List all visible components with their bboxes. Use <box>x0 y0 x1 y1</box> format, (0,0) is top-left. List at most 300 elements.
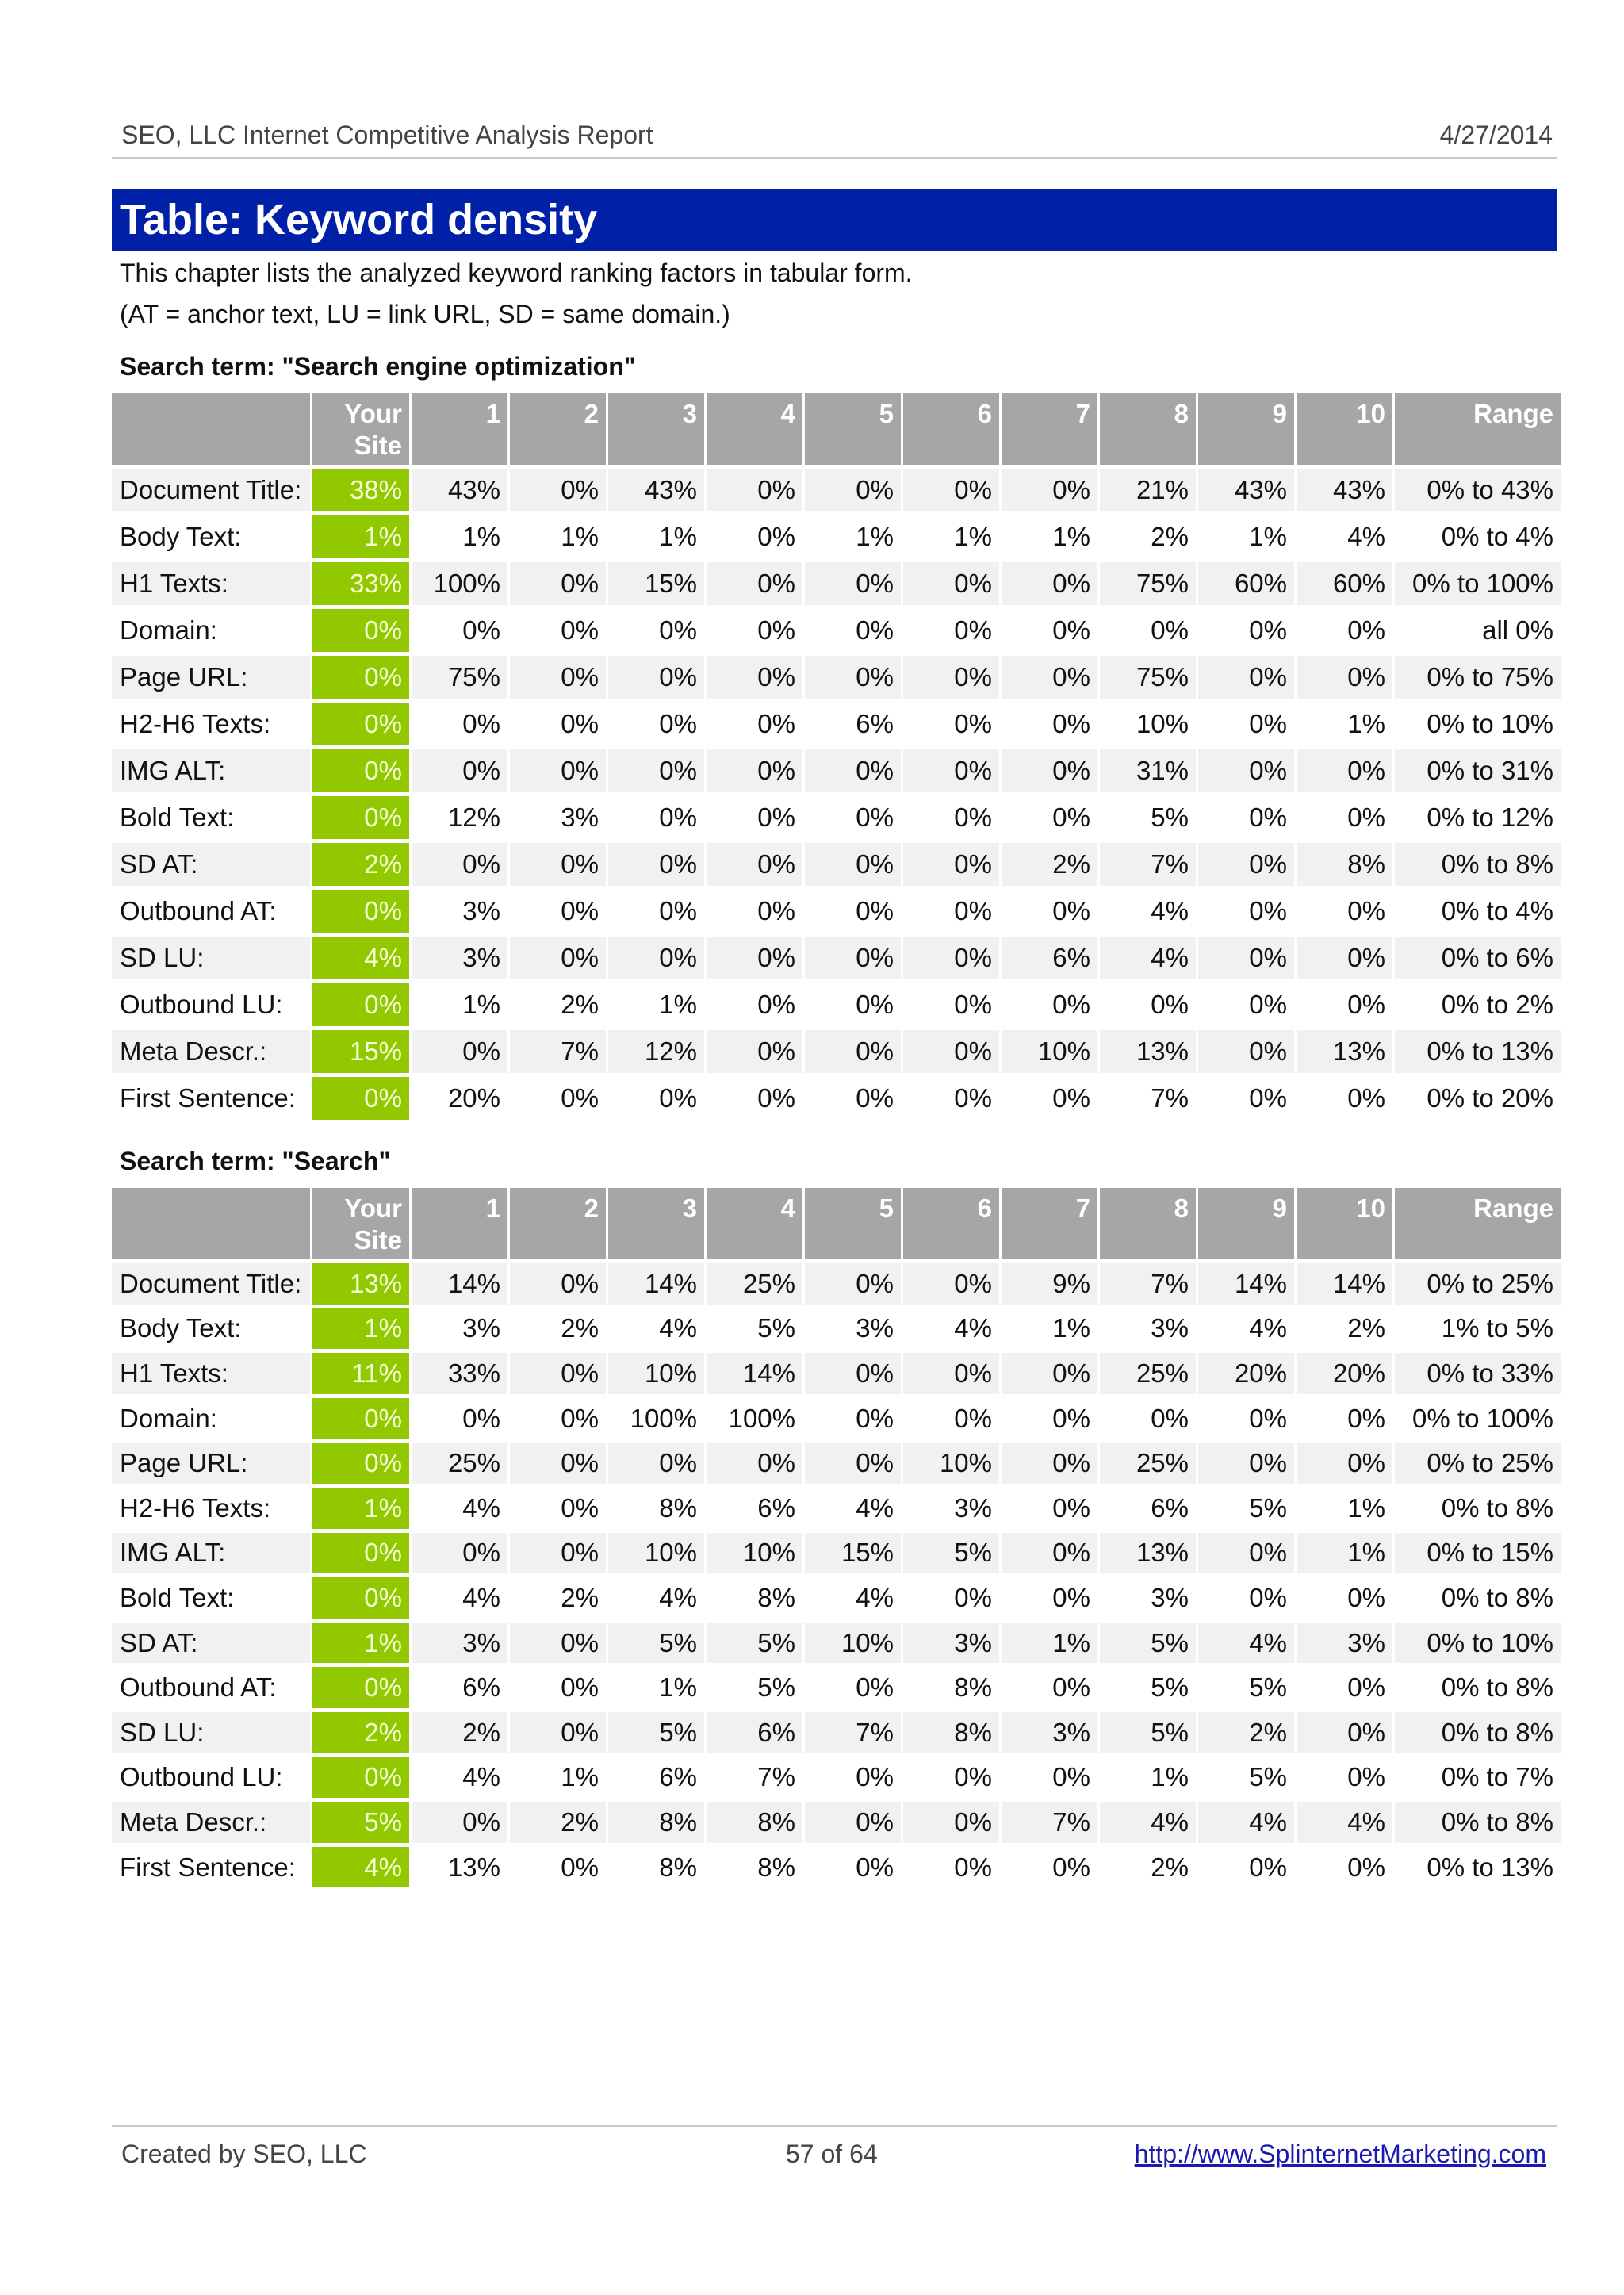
competitor-value: 0% <box>510 699 608 745</box>
competitor-value: 25% <box>1100 1349 1198 1394</box>
competitor-value: 0% <box>805 1026 903 1073</box>
table-row <box>112 1394 1561 1439</box>
competitor-value: 3% <box>412 886 510 933</box>
competitor-value: 0% <box>510 1708 608 1753</box>
competitor-value: 0% <box>1002 699 1100 745</box>
competitor-value: 21% <box>1100 465 1198 511</box>
competitor-value: 13% <box>1100 1529 1198 1574</box>
page-header <box>112 117 1557 159</box>
competitor-value: 0% <box>1002 1843 1100 1888</box>
competitor-value: 0% <box>903 792 1002 839</box>
competitor-value: 0% <box>1002 979 1100 1026</box>
competitor-value: 3% <box>1002 1708 1100 1753</box>
competitor-value: 0% <box>1198 1843 1297 1888</box>
competitor-value: 60% <box>1198 558 1297 605</box>
range-value: 0% to 10% <box>1395 699 1561 745</box>
range-value: 0% to 25% <box>1395 1439 1561 1484</box>
competitor-value: 0% <box>412 839 510 886</box>
header-your-site: Your Site <box>312 1188 412 1259</box>
competitor-value: 1% <box>412 511 510 558</box>
competitor-value: 0% <box>707 652 805 699</box>
competitor-value: 4% <box>805 1484 903 1529</box>
competitor-value: 0% <box>1002 652 1100 699</box>
range-value: 0% to 8% <box>1395 839 1561 886</box>
range-value: 0% to 20% <box>1395 1073 1561 1120</box>
your-site-value: 0% <box>312 699 412 745</box>
your-site-value: 0% <box>312 1529 412 1574</box>
row-label: SD AT: <box>112 1619 312 1664</box>
competitor-value: 1% <box>903 511 1002 558</box>
competitor-value: 4% <box>1100 933 1198 979</box>
competitor-value: 0% <box>1002 1394 1100 1439</box>
competitor-value: 1% <box>412 979 510 1026</box>
header-rank-8: 8 <box>1100 1188 1198 1259</box>
your-site-value: 4% <box>312 933 412 979</box>
your-site-value: 0% <box>312 1073 412 1120</box>
competitor-value: 100% <box>412 558 510 605</box>
website-link[interactable]: http://www.SplinternetMarketing.com <box>1134 2140 1546 2168</box>
your-site-value: 0% <box>312 886 412 933</box>
competitor-value: 0% <box>903 1259 1002 1305</box>
competitor-value: 2% <box>1297 1305 1395 1350</box>
competitor-value: 0% <box>1297 745 1395 792</box>
header-rank-1: 1 <box>412 1188 510 1259</box>
competitor-value: 0% <box>707 792 805 839</box>
competitor-value: 43% <box>608 465 707 511</box>
competitor-value: 0% <box>707 886 805 933</box>
competitor-value: 1% <box>1297 1484 1395 1529</box>
competitor-value: 7% <box>1002 1798 1100 1843</box>
competitor-value: 0% <box>412 605 510 652</box>
competitor-value: 0% <box>707 933 805 979</box>
row-label: Domain: <box>112 605 312 652</box>
competitor-value: 0% <box>1002 1663 1100 1708</box>
competitor-value: 0% <box>903 933 1002 979</box>
competitor-value: 60% <box>1297 558 1395 605</box>
your-site-value: 0% <box>312 1394 412 1439</box>
competitor-value: 75% <box>1100 558 1198 605</box>
competitor-value: 5% <box>608 1708 707 1753</box>
competitor-value: 0% <box>412 1798 510 1843</box>
keyword-density-table <box>112 393 1561 1120</box>
competitor-value: 0% <box>903 1026 1002 1073</box>
competitor-value: 5% <box>1198 1753 1297 1799</box>
competitor-value: 14% <box>707 1349 805 1394</box>
competitor-value: 0% <box>1002 886 1100 933</box>
row-label: H2-H6 Texts: <box>112 1484 312 1529</box>
competitor-value: 10% <box>1002 1026 1100 1073</box>
competitor-value: 10% <box>608 1529 707 1574</box>
competitor-value: 0% <box>510 1394 608 1439</box>
competitor-value: 0% <box>1297 1663 1395 1708</box>
table-row <box>112 1708 1561 1753</box>
competitor-value: 25% <box>1100 1439 1198 1484</box>
table-row <box>112 558 1561 605</box>
competitor-value: 0% <box>1100 979 1198 1026</box>
table-row <box>112 1484 1561 1529</box>
header-rank-3: 3 <box>608 393 707 465</box>
row-label: Outbound LU: <box>112 979 312 1026</box>
competitor-value: 1% <box>608 979 707 1026</box>
range-value: 0% to 2% <box>1395 979 1561 1026</box>
header-rank-9: 9 <box>1198 1188 1297 1259</box>
your-site-value: 0% <box>312 1753 412 1799</box>
competitor-value: 2% <box>510 1798 608 1843</box>
row-label: Domain: <box>112 1394 312 1439</box>
range-value: 0% to 13% <box>1395 1026 1561 1073</box>
competitor-value: 0% <box>510 465 608 511</box>
header-rank-4: 4 <box>707 393 805 465</box>
competitor-value: 0% <box>412 1026 510 1073</box>
competitor-value: 0% <box>903 558 1002 605</box>
competitor-value: 0% <box>1297 886 1395 933</box>
competitor-value: 3% <box>412 1619 510 1664</box>
competitor-value: 0% <box>805 1798 903 1843</box>
header-rank-5: 5 <box>805 1188 903 1259</box>
competitor-value: 13% <box>1297 1026 1395 1073</box>
competitor-value: 1% <box>608 1663 707 1708</box>
competitor-value: 0% <box>903 1573 1002 1619</box>
range-value: 0% to 33% <box>1395 1349 1561 1394</box>
competitor-value: 0% <box>510 745 608 792</box>
competitor-value: 7% <box>805 1708 903 1753</box>
competitor-value: 20% <box>412 1073 510 1120</box>
range-value: 0% to 6% <box>1395 933 1561 979</box>
competitor-value: 13% <box>1100 1026 1198 1073</box>
competitor-value: 2% <box>1100 511 1198 558</box>
row-label: Outbound AT: <box>112 1663 312 1708</box>
competitor-value: 0% <box>1002 745 1100 792</box>
competitor-value: 0% <box>903 745 1002 792</box>
competitor-value: 5% <box>707 1663 805 1708</box>
competitor-value: 1% <box>510 511 608 558</box>
table-row <box>112 792 1561 839</box>
competitor-value: 5% <box>608 1619 707 1664</box>
competitor-value: 6% <box>412 1663 510 1708</box>
range-value: 0% to 8% <box>1395 1798 1561 1843</box>
competitor-value: 8% <box>608 1798 707 1843</box>
competitor-value: 0% <box>903 1753 1002 1799</box>
table-row <box>112 1259 1561 1305</box>
row-label: H1 Texts: <box>112 1349 312 1394</box>
competitor-value: 6% <box>707 1484 805 1529</box>
competitor-value: 3% <box>903 1619 1002 1664</box>
your-site-value: 11% <box>312 1349 412 1394</box>
competitor-value: 1% <box>805 511 903 558</box>
intro-text: This chapter lists the analyzed keyword ranking factors in tabular form. <box>120 259 913 287</box>
competitor-value: 0% <box>805 1439 903 1484</box>
competitor-value: 0% <box>805 979 903 1026</box>
range-value: 0% to 25% <box>1395 1259 1561 1305</box>
header-rank-4: 4 <box>707 1188 805 1259</box>
competitor-value: 0% <box>608 652 707 699</box>
competitor-value: 2% <box>510 979 608 1026</box>
competitor-value: 0% <box>707 511 805 558</box>
competitor-value: 0% <box>707 1439 805 1484</box>
report-date: 4/27/2014 <box>1439 121 1553 149</box>
competitor-value: 0% <box>510 886 608 933</box>
row-label: H2-H6 Texts: <box>112 699 312 745</box>
competitor-value: 20% <box>1198 1349 1297 1394</box>
competitor-value: 100% <box>608 1394 707 1439</box>
range-value: 0% to 7% <box>1395 1753 1561 1799</box>
page-footer <box>112 2125 1557 2189</box>
competitor-value: 31% <box>1100 745 1198 792</box>
your-site-value: 13% <box>312 1259 412 1305</box>
competitor-value: 20% <box>1297 1349 1395 1394</box>
competitor-value: 0% <box>510 1073 608 1120</box>
row-label: H1 Texts: <box>112 558 312 605</box>
header-blank <box>112 393 312 465</box>
your-site-value: 0% <box>312 745 412 792</box>
page-number: 57 of 64 <box>786 2140 878 2168</box>
competitor-value: 5% <box>1100 1619 1198 1664</box>
competitor-value: 8% <box>707 1798 805 1843</box>
competitor-value: 14% <box>608 1259 707 1305</box>
competitor-value: 0% <box>412 745 510 792</box>
table-row <box>112 1619 1561 1664</box>
competitor-value: 0% <box>1198 979 1297 1026</box>
competitor-value: 1% <box>510 1753 608 1799</box>
competitor-value: 0% <box>510 839 608 886</box>
header-rank-6: 6 <box>903 1188 1002 1259</box>
range-value: 1% to 5% <box>1395 1305 1561 1350</box>
competitor-value: 33% <box>412 1349 510 1394</box>
competitor-value: 15% <box>608 558 707 605</box>
table-row <box>112 1573 1561 1619</box>
competitor-value: 0% <box>903 1073 1002 1120</box>
competitor-value: 0% <box>1198 1394 1297 1439</box>
competitor-value: 0% <box>903 886 1002 933</box>
competitor-value: 0% <box>805 558 903 605</box>
table-row <box>112 933 1561 979</box>
competitor-value: 0% <box>707 1073 805 1120</box>
competitor-value: 0% <box>1297 1573 1395 1619</box>
competitor-value: 0% <box>707 558 805 605</box>
competitor-value: 0% <box>903 465 1002 511</box>
competitor-value: 0% <box>1198 699 1297 745</box>
range-value: 0% to 43% <box>1395 465 1561 511</box>
competitor-value: 10% <box>903 1439 1002 1484</box>
table-row <box>112 605 1561 652</box>
competitor-value: 0% <box>510 1663 608 1708</box>
your-site-value: 33% <box>312 558 412 605</box>
competitor-value: 2% <box>1198 1708 1297 1753</box>
table-row <box>112 1798 1561 1843</box>
competitor-value: 0% <box>707 465 805 511</box>
range-value: 0% to 4% <box>1395 886 1561 933</box>
competitor-value: 0% <box>1002 605 1100 652</box>
your-site-value: 0% <box>312 979 412 1026</box>
competitor-value: 0% <box>1002 1439 1100 1484</box>
competitor-value: 15% <box>805 1529 903 1574</box>
competitor-value: 3% <box>412 933 510 979</box>
competitor-value: 0% <box>805 1753 903 1799</box>
competitor-value: 10% <box>707 1529 805 1574</box>
table-row <box>112 652 1561 699</box>
competitor-value: 0% <box>608 886 707 933</box>
row-label: Outbound AT: <box>112 886 312 933</box>
competitor-value: 0% <box>1297 792 1395 839</box>
competitor-value: 5% <box>707 1305 805 1350</box>
row-label: First Sentence: <box>112 1073 312 1120</box>
competitor-value: 3% <box>510 792 608 839</box>
your-site-value: 5% <box>312 1798 412 1843</box>
table-header-row <box>112 1188 1561 1259</box>
competitor-value: 3% <box>1100 1305 1198 1350</box>
range-value: all 0% <box>1395 605 1561 652</box>
competitor-value: 3% <box>903 1484 1002 1529</box>
row-label: Document Title: <box>112 1259 312 1305</box>
range-value: 0% to 100% <box>1395 558 1561 605</box>
competitor-value: 0% <box>1198 792 1297 839</box>
competitor-value: 1% <box>608 511 707 558</box>
row-label: First Sentence: <box>112 1843 312 1888</box>
competitor-value: 6% <box>608 1753 707 1799</box>
competitor-value: 1% <box>1002 511 1100 558</box>
competitor-value: 8% <box>1297 839 1395 886</box>
competitor-value: 0% <box>1198 652 1297 699</box>
competitor-value: 0% <box>1297 1439 1395 1484</box>
competitor-value: 0% <box>1002 1073 1100 1120</box>
competitor-value: 8% <box>608 1484 707 1529</box>
competitor-value: 0% <box>805 839 903 886</box>
your-site-value: 0% <box>312 1663 412 1708</box>
your-site-value: 0% <box>312 605 412 652</box>
table-row <box>112 979 1561 1026</box>
competitor-value: 4% <box>608 1305 707 1350</box>
table-row <box>112 745 1561 792</box>
competitor-value: 0% <box>805 1349 903 1394</box>
competitor-value: 7% <box>1100 1073 1198 1120</box>
intro-legend: (AT = anchor text, LU = link URL, SD = same domain.) <box>120 300 730 328</box>
competitor-value: 0% <box>608 1439 707 1484</box>
competitor-value: 2% <box>510 1573 608 1619</box>
range-value: 0% to 13% <box>1395 1843 1561 1888</box>
competitor-value: 4% <box>1198 1305 1297 1350</box>
competitor-value: 12% <box>412 792 510 839</box>
range-value: 0% to 10% <box>1395 1619 1561 1664</box>
header-rank-2: 2 <box>510 1188 608 1259</box>
competitor-value: 0% <box>805 1843 903 1888</box>
competitor-value: 0% <box>510 605 608 652</box>
competitor-value: 8% <box>903 1708 1002 1753</box>
header-rank-2: 2 <box>510 393 608 465</box>
competitor-value: 5% <box>1100 1708 1198 1753</box>
competitor-value: 10% <box>608 1349 707 1394</box>
competitor-value: 0% <box>903 699 1002 745</box>
competitor-value: 0% <box>1100 605 1198 652</box>
competitor-value: 10% <box>1100 699 1198 745</box>
range-value: 0% to 100% <box>1395 1394 1561 1439</box>
competitor-value: 0% <box>1198 1073 1297 1120</box>
competitor-value: 75% <box>1100 652 1198 699</box>
competitor-value: 0% <box>805 1394 903 1439</box>
competitor-value: 0% <box>903 652 1002 699</box>
competitor-value: 14% <box>412 1259 510 1305</box>
range-value: 0% to 75% <box>1395 652 1561 699</box>
row-label: Bold Text: <box>112 1573 312 1619</box>
table-row <box>112 699 1561 745</box>
keyword-density-table <box>112 1188 1561 1887</box>
competitor-value: 100% <box>707 1394 805 1439</box>
table-row <box>112 1843 1561 1888</box>
competitor-value: 0% <box>510 1843 608 1888</box>
competitor-value: 0% <box>903 839 1002 886</box>
competitor-value: 0% <box>903 605 1002 652</box>
competitor-value: 0% <box>805 745 903 792</box>
competitor-value: 0% <box>1297 1708 1395 1753</box>
competitor-value: 0% <box>510 1439 608 1484</box>
competitor-value: 0% <box>510 1349 608 1394</box>
range-value: 0% to 31% <box>1395 745 1561 792</box>
competitor-value: 0% <box>608 839 707 886</box>
competitor-value: 7% <box>1100 839 1198 886</box>
competitor-value: 0% <box>707 745 805 792</box>
competitor-value: 0% <box>1002 792 1100 839</box>
your-site-value: 0% <box>312 1439 412 1484</box>
search-term-label: Search term: "Search engine optimization" <box>120 352 636 381</box>
row-label: Bold Text: <box>112 792 312 839</box>
table-row <box>112 1305 1561 1350</box>
competitor-value: 0% <box>412 1529 510 1574</box>
competitor-value: 0% <box>1297 933 1395 979</box>
competitor-value: 7% <box>510 1026 608 1073</box>
table-row <box>112 1663 1561 1708</box>
competitor-value: 2% <box>1002 839 1100 886</box>
competitor-value: 13% <box>412 1843 510 1888</box>
competitor-value: 7% <box>707 1753 805 1799</box>
row-label: Page URL: <box>112 652 312 699</box>
your-site-value: 38% <box>312 465 412 511</box>
competitor-value: 6% <box>1002 933 1100 979</box>
competitor-value: 5% <box>1100 792 1198 839</box>
competitor-value: 4% <box>412 1573 510 1619</box>
competitor-value: 4% <box>1198 1798 1297 1843</box>
your-site-value: 15% <box>312 1026 412 1073</box>
competitor-value: 0% <box>608 745 707 792</box>
your-site-value: 1% <box>312 1619 412 1664</box>
range-value: 0% to 12% <box>1395 792 1561 839</box>
table-row <box>112 839 1561 886</box>
your-site-value: 2% <box>312 839 412 886</box>
competitor-value: 0% <box>510 1484 608 1529</box>
row-label: SD AT: <box>112 839 312 886</box>
row-label: SD LU: <box>112 933 312 979</box>
competitor-value: 0% <box>510 1259 608 1305</box>
table-row <box>112 1349 1561 1394</box>
competitor-value: 0% <box>1297 1394 1395 1439</box>
competitor-value: 43% <box>1198 465 1297 511</box>
header-rank-1: 1 <box>412 393 510 465</box>
competitor-value: 2% <box>412 1708 510 1753</box>
competitor-value: 12% <box>608 1026 707 1073</box>
row-label: SD LU: <box>112 1708 312 1753</box>
competitor-value: 0% <box>1002 1573 1100 1619</box>
competitor-value: 0% <box>1297 1753 1395 1799</box>
competitor-value: 4% <box>608 1573 707 1619</box>
header-rank-5: 5 <box>805 393 903 465</box>
competitor-value: 1% <box>1297 699 1395 745</box>
competitor-value: 8% <box>903 1663 1002 1708</box>
header-rank-3: 3 <box>608 1188 707 1259</box>
range-value: 0% to 8% <box>1395 1708 1561 1753</box>
competitor-value: 4% <box>1198 1619 1297 1664</box>
competitor-value: 1% <box>1002 1305 1100 1350</box>
competitor-value: 0% <box>1198 1573 1297 1619</box>
search-term-label: Search term: "Search" <box>120 1147 391 1175</box>
competitor-value: 0% <box>608 1073 707 1120</box>
